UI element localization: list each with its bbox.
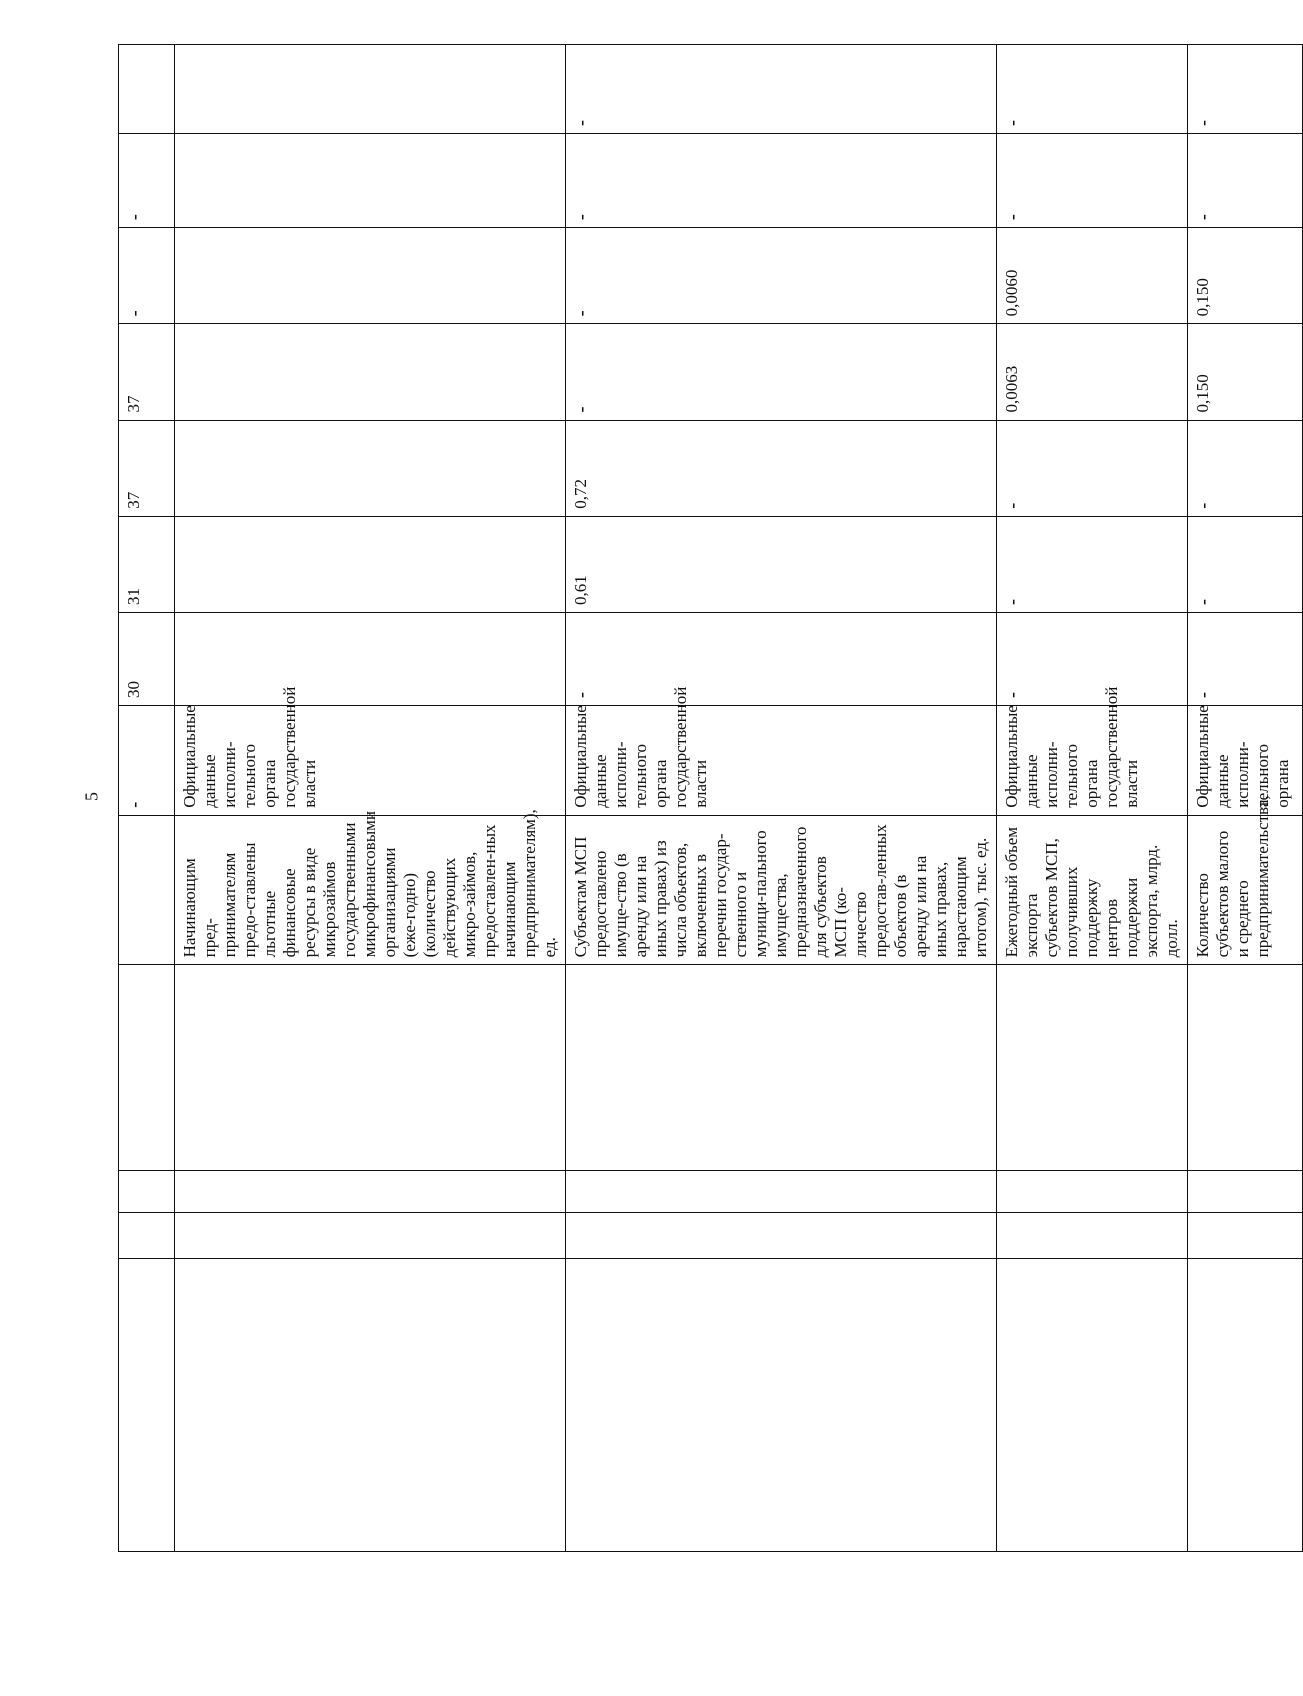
value-cell: -	[997, 516, 1188, 612]
value-cell: 0,150	[1188, 324, 1303, 420]
header-value: 30	[119, 612, 175, 705]
value-cell: 0,0063	[997, 324, 1188, 420]
value-cell: 0,61	[566, 516, 997, 612]
value-cell: -	[1188, 420, 1303, 516]
value-cell	[175, 324, 566, 420]
indicator-cell: Ежегодный объем экспорта субъектов МСП, получивших поддержку центров поддержки экспорта, млрд. долл.	[997, 815, 1188, 965]
header-cell	[119, 815, 175, 965]
header-cell	[119, 1213, 175, 1259]
header-value: 37	[119, 324, 175, 420]
value-cell: 0,0060	[997, 228, 1188, 324]
indicator-cell: Количество субъектов малого и среднего предпринимательства,	[1188, 815, 1303, 965]
value-cell: 0,72	[566, 420, 997, 516]
value-cell	[175, 420, 566, 516]
header-value: 37	[119, 420, 175, 516]
header-cell	[119, 1259, 175, 1552]
value-cell	[175, 45, 566, 134]
table-row	[566, 45, 997, 1552]
page-number: 5	[81, 792, 102, 801]
header-value: -	[119, 706, 175, 816]
value-cell: -	[566, 324, 997, 420]
value-cell: -	[1188, 45, 1303, 134]
value-cell: -	[997, 420, 1188, 516]
table-row	[997, 45, 1188, 1552]
header-value: -	[119, 228, 175, 324]
value-cell: -	[997, 612, 1188, 705]
value-cell	[175, 516, 566, 612]
indicator-cell: Начинающим пред-принимателям предо-ставлены льготные финансовые ресурсы в виде микрозаймов государственными микрофинансовыми организациями (еже-годно) (количество действующих микро-займов, предоставлен-ных начинающим предпринимателям), ед.	[175, 815, 566, 965]
header-cell	[119, 45, 175, 134]
value-cell: -	[1188, 612, 1303, 705]
value-cell: 0,150	[1188, 228, 1303, 324]
header-value: -	[119, 134, 175, 228]
source-cell: Официальные данные исполни-тельного органа государственной власти	[175, 706, 566, 816]
value-cell: -	[566, 45, 997, 134]
value-cell: -	[566, 228, 997, 324]
header-row	[119, 45, 175, 1552]
value-cell: -	[566, 134, 997, 228]
value-cell: -	[1188, 516, 1303, 612]
source-cell: Официальные данные исполни-тельного органа государственной власти	[997, 706, 1188, 816]
value-cell: -	[997, 45, 1188, 134]
value-cell: -	[566, 612, 997, 705]
header-cell	[119, 965, 175, 1171]
source-cell: Официальные данные исполни-тельного органа государственной власти	[566, 706, 997, 816]
source-cell: Официальные данные исполни-тельного органа	[1188, 706, 1303, 816]
indicators-table	[118, 44, 1303, 1552]
header-cell	[119, 1171, 175, 1213]
value-cell	[175, 612, 566, 705]
value-cell	[175, 134, 566, 228]
rotated-table-container	[118, 44, 1292, 1552]
indicator-cell: Субъектам МСП предоставлено имуще-ство (в аренду или на иных правах) из числа объектов, включенных в перечни государ-ственного и муници-пального имущества, предназначенного для субъектов МСП (ко-личество предостав-ленных объектов (в аренду или на иных правах, нарастающим итогом), тыс. ед.	[566, 815, 997, 965]
value-cell: -	[997, 134, 1188, 228]
table-row	[1188, 45, 1303, 1552]
header-value: 31	[119, 516, 175, 612]
value-cell	[175, 228, 566, 324]
value-cell: -	[1188, 134, 1303, 228]
table-row	[175, 45, 566, 1552]
